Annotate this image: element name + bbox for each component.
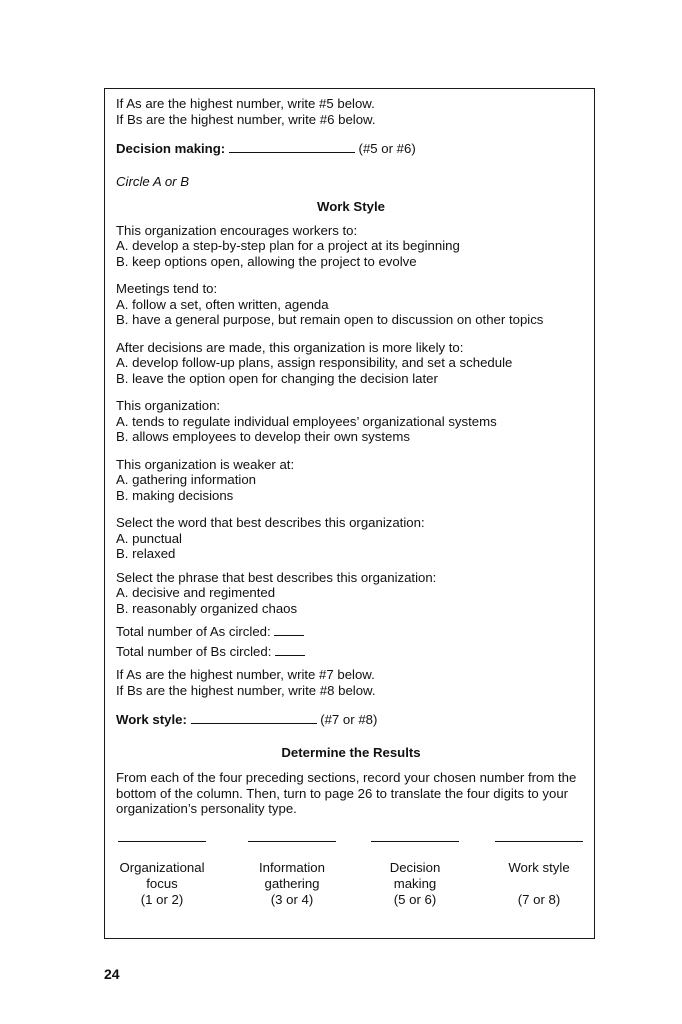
option-a[interactable]: A. gathering information <box>116 472 257 487</box>
question-prompt: After decisions are made, this organization is more likely to: <box>116 339 464 355</box>
question-block <box>116 281 586 328</box>
total-b-label: Total number of Bs circled: <box>116 643 272 659</box>
decision-making-blank[interactable] <box>229 151 355 153</box>
decision-rule-a: If As are the highest number, write #5 below. <box>116 96 375 111</box>
worksheet-frame <box>104 88 595 939</box>
work-style-rule-b: If Bs are the highest number, write #8 below. <box>116 682 376 698</box>
question-prompt: This organization encourages workers to: <box>116 222 358 238</box>
question-prompt: This organization is weaker at: <box>116 456 295 472</box>
column-label-line1: Work style <box>508 860 570 875</box>
result-blank[interactable] <box>118 841 206 843</box>
question-block <box>116 570 586 617</box>
result-blank[interactable] <box>248 841 336 843</box>
column-label-line3: (7 or 8) <box>517 891 561 907</box>
decision-rule-b: If Bs are the highest number, write #6 below. <box>116 111 376 127</box>
option-a[interactable]: A. develop follow-up plans, assign responsibility, and set a schedule <box>116 355 513 370</box>
question-prompt: Select the word that best describes this organization: <box>116 515 425 530</box>
results-heading: Determine the Results <box>281 744 421 760</box>
question-block <box>116 398 586 445</box>
decision-making-row <box>116 141 586 157</box>
work-style-blank[interactable] <box>191 722 317 724</box>
column-label-line2: focus <box>146 875 178 891</box>
column-label-line2 <box>494 876 584 892</box>
option-a[interactable]: A. punctual <box>116 530 182 546</box>
total-b-row <box>116 644 586 660</box>
result-column-work-style <box>494 841 584 907</box>
question-block <box>116 457 586 504</box>
work-style-label: Work style: <box>116 712 187 727</box>
work-style-rule-a: If As are the highest number, write #7 below. <box>116 667 375 682</box>
option-a[interactable]: A. decisive and regimented <box>116 585 276 600</box>
question-prompt: Meetings tend to: <box>116 281 218 296</box>
option-b[interactable]: B. leave the option open for changing the decision later <box>116 370 438 386</box>
question-prompt: This organization: <box>116 398 221 413</box>
result-column-decision-making <box>370 841 460 907</box>
total-a-label: Total number of As circled: <box>116 624 271 639</box>
column-label-line3: (5 or 6) <box>393 891 437 907</box>
decision-making-hint: (#5 or #6) <box>358 141 416 156</box>
option-b[interactable]: B. have a general purpose, but remain open to discussion on other topics <box>116 312 544 327</box>
column-label-line3: (3 or 4) <box>270 891 314 907</box>
option-a[interactable]: A. follow a set, often written, agenda <box>116 296 329 312</box>
question-block <box>116 515 586 562</box>
total-a-row <box>116 624 586 640</box>
column-label-line3: (1 or 2) <box>140 891 184 907</box>
column-label-line1: Organizational <box>119 860 205 875</box>
decision-making-label: Decision making: <box>116 141 226 156</box>
question-block <box>116 223 586 270</box>
total-a-blank[interactable] <box>274 634 304 636</box>
page-number: 24 <box>104 966 120 982</box>
question-block <box>116 340 586 387</box>
column-label-line1: Information <box>259 860 325 875</box>
question-prompt: Select the phrase that best describes this organization: <box>116 569 437 585</box>
results-columns <box>105 841 596 931</box>
column-label-line1: Decision <box>389 860 441 875</box>
result-blank[interactable] <box>495 841 583 843</box>
results-paragraph: From each of the four preceding sections, record your chosen number from the bottom of the column. Then, turn to page 26 to translate the four digits to your organization’s personality type. <box>116 770 577 816</box>
total-b-blank[interactable] <box>275 654 305 656</box>
option-b[interactable]: B. relaxed <box>116 546 176 561</box>
work-style-heading: Work Style <box>317 199 385 214</box>
option-b[interactable]: B. keep options open, allowing the project to evolve <box>116 253 417 269</box>
worksheet-content <box>116 96 586 817</box>
option-b[interactable]: B. allows employees to develop their own systems <box>116 429 410 444</box>
result-blank[interactable] <box>371 841 459 843</box>
column-label-line2: gathering <box>264 875 320 891</box>
work-style-row <box>116 712 586 728</box>
option-b[interactable]: B. reasonably organized chaos <box>116 600 298 616</box>
instruction-text: Circle A or B <box>116 173 190 189</box>
option-a[interactable]: A. develop a step-by-step plan for a project at its beginning <box>116 238 460 253</box>
column-label-line2: making <box>393 875 437 891</box>
work-style-hint: (#7 or #8) <box>320 712 378 727</box>
option-b[interactable]: B. making decisions <box>116 487 234 503</box>
result-column-information-gathering <box>247 841 337 907</box>
option-a[interactable]: A. tends to regulate individual employees’ organizational systems <box>116 413 497 429</box>
result-column-organizational-focus <box>117 841 207 907</box>
